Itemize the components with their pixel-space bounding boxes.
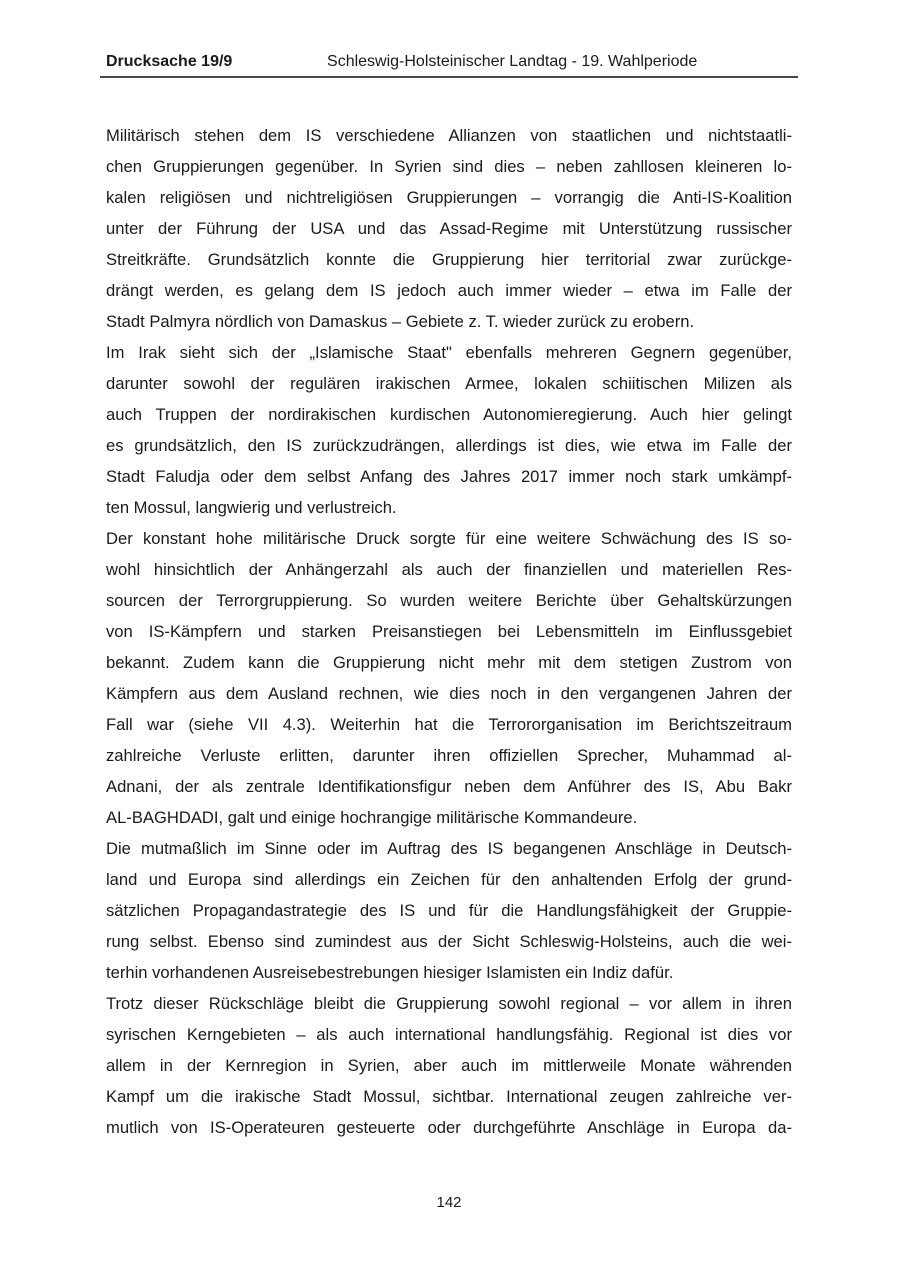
header-document-number: Drucksache 19/9 [106,53,233,70]
header-title: Schleswig-Holsteinischer Landtag - 19. Wahlperiode [327,53,698,70]
text-line: Stadt Faludja oder dem selbst Anfang des Jahres 2017 immer noch stark umkämpf- [106,467,792,486]
text-line: rung selbst. Ebenso sind zumindest aus der Sicht Schleswig-Holsteins, auch die wei- [106,932,792,951]
text-line: AL-BAGHDADI, galt und einige hochrangige militärische Kommandeure. [106,808,638,827]
text-line: bekannt. Zudem kann die Gruppierung nicht mehr mit dem stetigen Zustrom von [106,653,792,672]
text-line: Im Irak sieht sich der „Islamische Staat" ebenfalls mehreren Gegnern gegenüber, [106,343,792,362]
text-line: Die mutmaßlich im Sinne oder im Auftrag des IS begangenen Anschläge in Deutsch- [106,839,792,858]
text-line: ten Mossul, langwierig und verlustreich. [106,498,397,517]
text-line: chen Gruppierungen gegenüber. In Syrien sind dies – neben zahllosen kleineren lo- [106,157,792,176]
document-body [106,120,792,1143]
page-number: 142 [436,1194,462,1211]
text-line: allem in der Kernregion in Syrien, aber auch im mittlerweile Monate währenden [106,1056,792,1075]
text-line: syrischen Kerngebieten – als auch international handlungsfähig. Regional ist dies vor [106,1025,792,1044]
text-line: Fall war (siehe VII 4.3). Weiterhin hat die Terrororganisation im Berichtszeitraum [106,715,792,734]
text-line: unter der Führung der USA und das Assad-Regime mit Unterstützung russischer [106,219,792,238]
text-line: Militärisch stehen dem IS verschiedene Allianzen von staatlichen und nichtstaatli- [106,126,792,145]
text-line: kalen religiösen und nichtreligiösen Gruppierungen – vorrangig die Anti-IS-Koalition [106,188,792,207]
page-header [106,52,792,72]
text-line: von IS-Kämpfern und starken Preisanstiegen bei Lebensmitteln im Einflussgebiet [106,622,792,641]
page-footer [106,1194,792,1212]
text-line: sourcen der Terrorgruppierung. So wurden weitere Berichte über Gehaltskürzungen [106,591,792,610]
text-line: Stadt Palmyra nördlich von Damaskus – Gebiete z. T. wieder zurück zu erobern. [106,312,695,331]
text-line: Adnani, der als zentrale Identifikationsfigur neben dem Anführer des IS, Abu Bakr [106,777,792,796]
text-line: es grundsätzlich, den IS zurückzudrängen, allerdings ist dies, wie etwa im Falle der [106,436,792,455]
text-line: mutlich von IS-Operateuren gesteuerte oder durchgeführte Anschläge in Europa da- [106,1118,792,1137]
text-line: sätzlichen Propagandastrategie des IS und für die Handlungsfähigkeit der Gruppie- [106,901,792,920]
text-line: darunter sowohl der regulären irakischen Armee, lokalen schiitischen Milizen als [106,374,792,393]
text-line: terhin vorhandenen Ausreisebestrebungen hiesiger Islamisten ein Indiz dafür. [106,963,674,982]
text-line: Kämpfern aus dem Ausland rechnen, wie dies noch in den vergangenen Jahren der [106,684,792,703]
text-line: wohl hinsichtlich der Anhängerzahl als auch der finanziellen und materiellen Res- [106,560,792,579]
text-line: Trotz dieser Rückschläge bleibt die Gruppierung sowohl regional – vor allem in ihren [106,994,792,1013]
header-divider [100,76,798,78]
text-line: auch Truppen der nordirakischen kurdischen Autonomieregierung. Auch hier gelingt [106,405,792,424]
text-line: Der konstant hohe militärische Druck sorgte für eine weitere Schwächung des IS so- [106,529,792,548]
text-line: land und Europa sind allerdings ein Zeichen für den anhaltenden Erfolg der grund- [106,870,792,889]
text-line: drängt werden, es gelang dem IS jedoch auch immer wieder – etwa im Falle der [106,281,792,300]
text-line: Kampf um die irakische Stadt Mossul, sichtbar. International zeugen zahlreiche ver- [106,1087,792,1106]
text-line: Streitkräfte. Grundsätzlich konnte die Gruppierung hier territorial zwar zurückge- [106,250,792,269]
text-line: zahlreiche Verluste erlitten, darunter ihren offiziellen Sprecher, Muhammad al- [106,746,792,765]
